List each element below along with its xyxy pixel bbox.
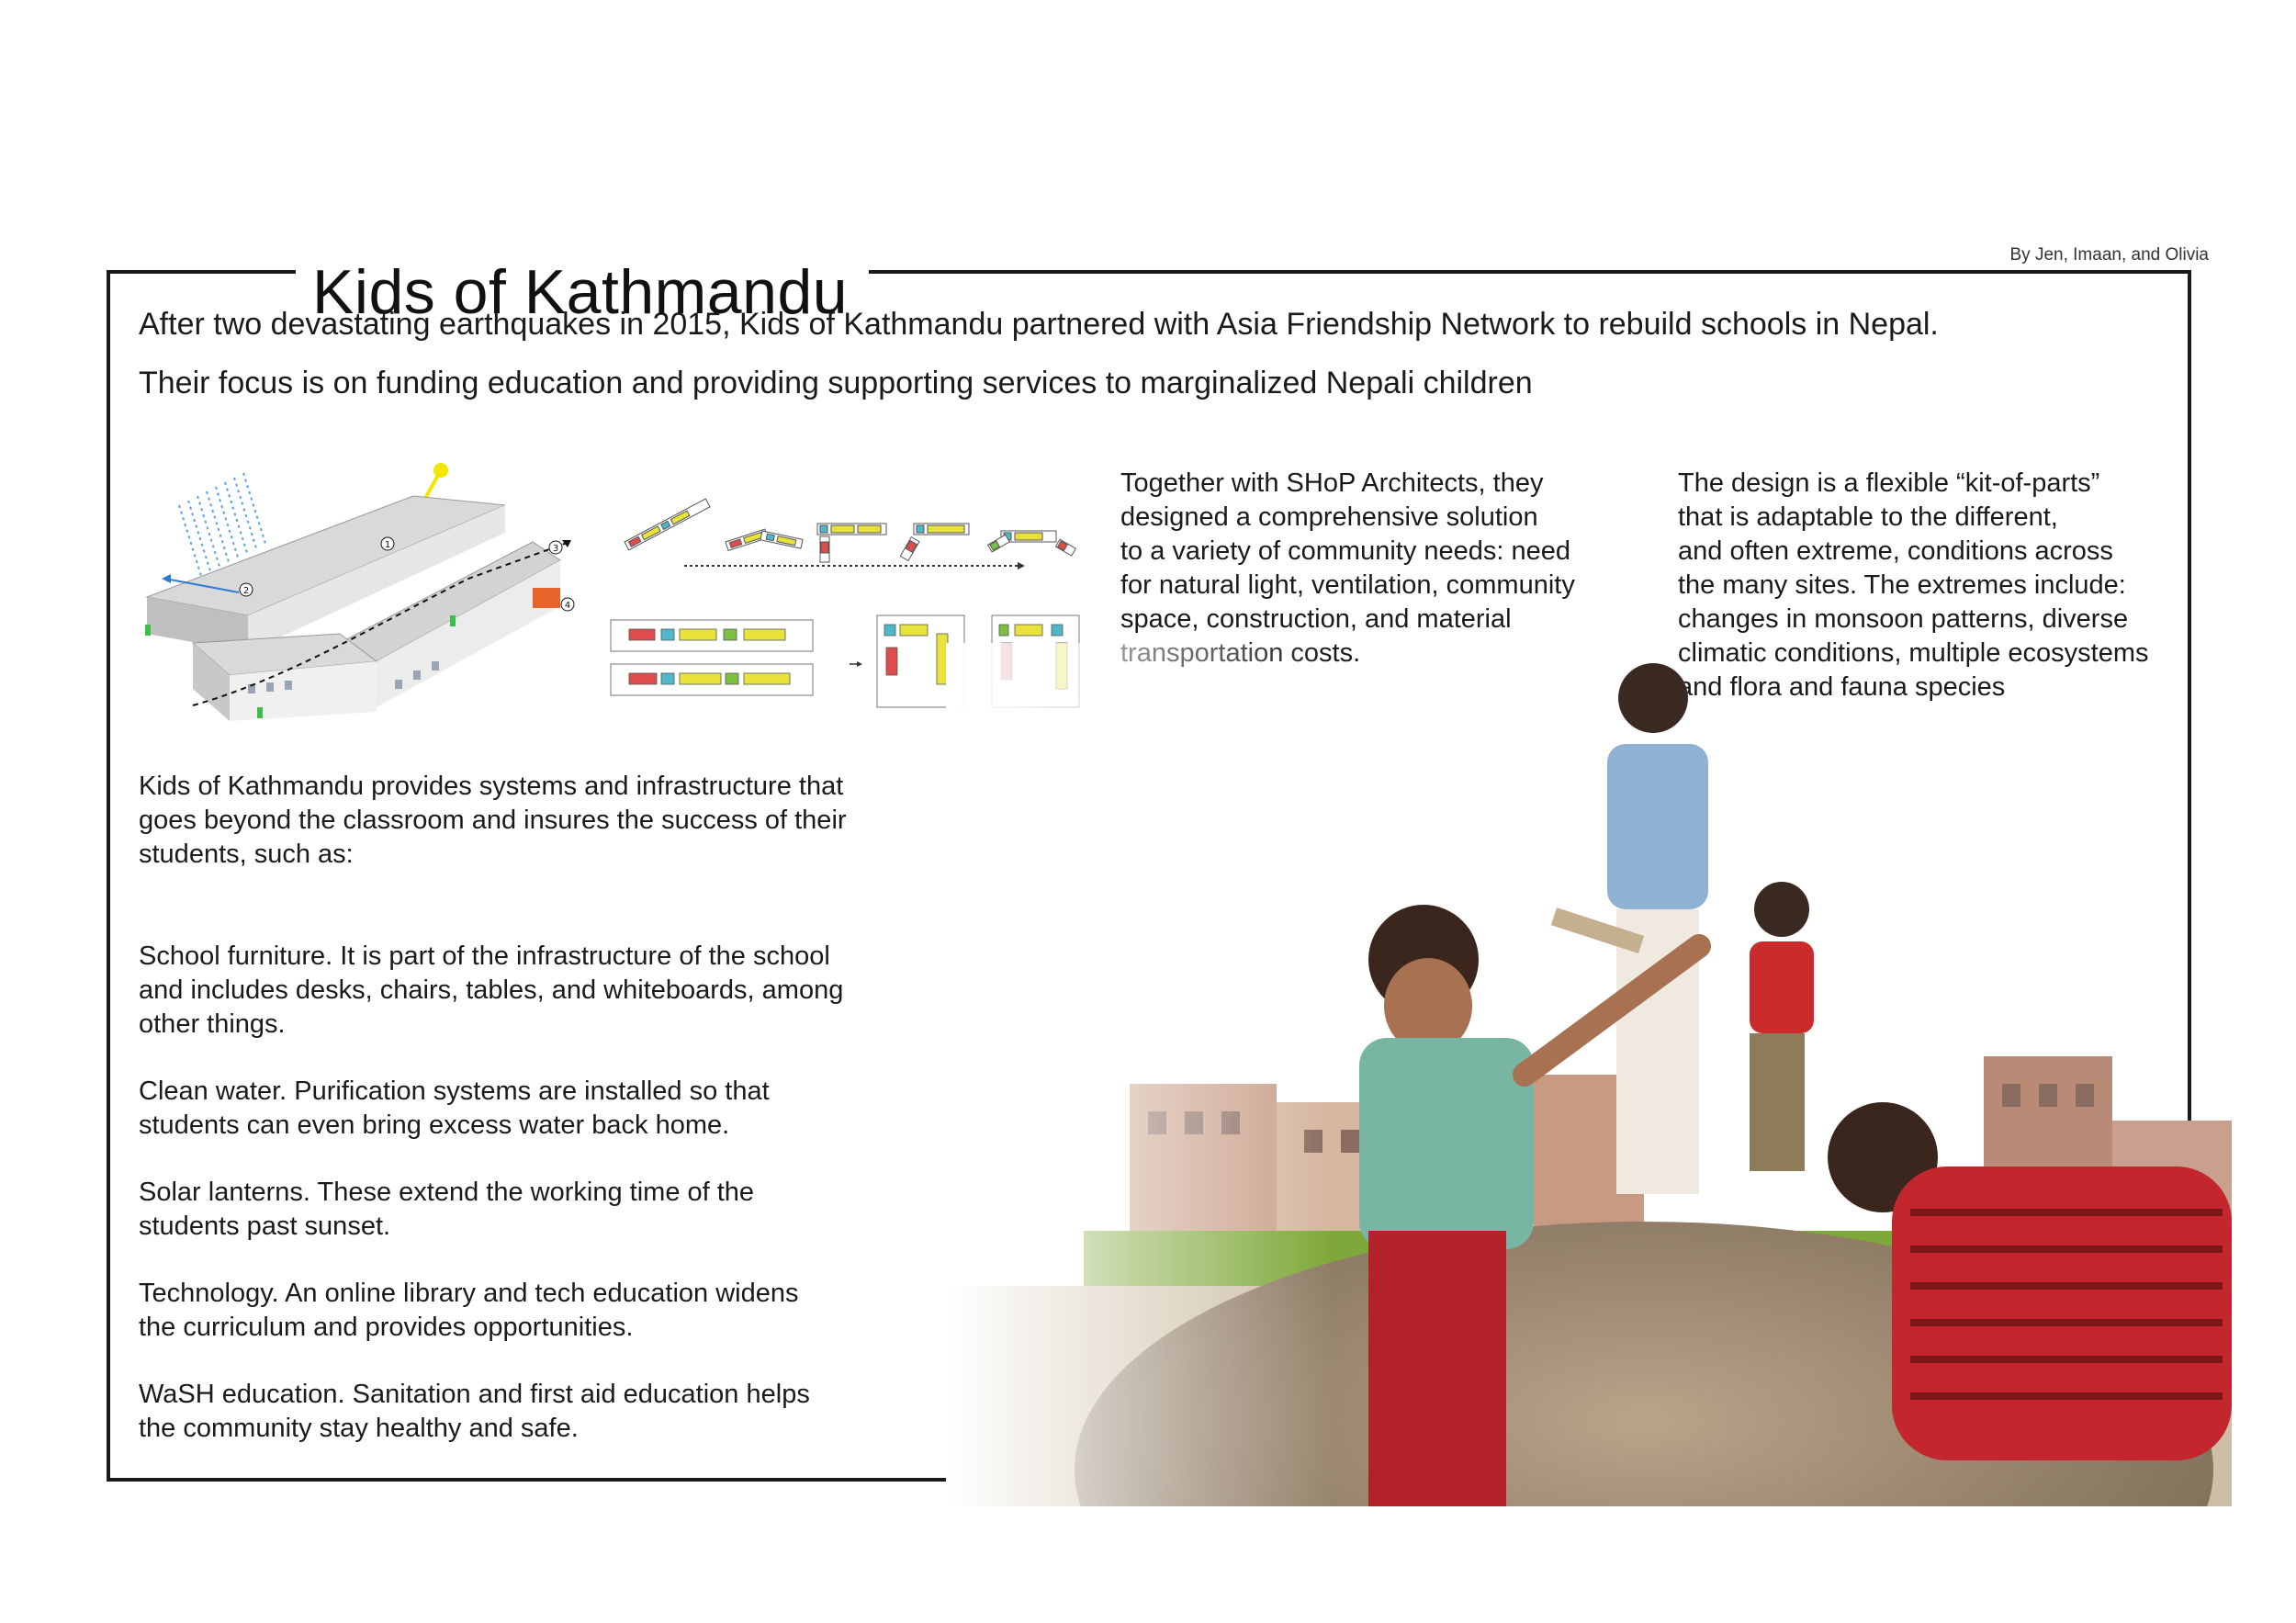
intro-line-1: After two devastating earthquakes in 2015, Kids of Kathmandu partnered with Asia Friendship Network to rebuild schools in Nepal.: [139, 307, 1939, 342]
school-axonometric-diagram: [138, 459, 597, 735]
shop-architects-text: Together with SHoP Architects, they designed a comprehensive solution to a variety of community needs: need for natural light, ventilation, community space, construction, and material: [1120, 468, 1575, 634]
module-configuration-diagram: [615, 487, 1093, 588]
list-item: WaSH education. Sanitation and first aid education helps the community stay healthy and safe.: [139, 1380, 810, 1443]
shop-architects-paragraph: [1120, 467, 1635, 671]
systems-intro-text: Kids of Kathmandu provides systems and infrastructure that goes beyond the classroom and insures the success of their students, such as:: [139, 772, 847, 869]
byline: By Jen, Imaan, and Olivia: [2009, 245, 2209, 265]
diagram-label-3: 3: [552, 544, 559, 554]
diagram-label-4: 4: [564, 601, 571, 611]
diagram-label-2: 2: [242, 586, 250, 596]
frame-top-left: [107, 270, 296, 274]
diagram-label-1: 1: [384, 540, 391, 550]
frame-top-right: [869, 270, 2191, 274]
list-item: Technology. An online library and tech education widens the curriculum and provides opportunities.: [139, 1279, 799, 1342]
orange-wall: [533, 588, 560, 608]
systems-list: [139, 940, 929, 1479]
list-item: School furniture. It is part of the infrastructure of the school and includes desks, chairs, tables, and whiteboards, among other things.: [139, 941, 844, 1039]
page-title: Kids of Kathmandu: [312, 256, 849, 327]
systems-intro-paragraph: [139, 770, 947, 872]
frame-left: [107, 270, 110, 1482]
list-item: Clean water. Purification systems are installed so that students can even bring excess water back home.: [139, 1076, 770, 1140]
intro-line-2: Their focus is on funding education and providing supporting services to marginalized Nepali children: [139, 366, 1533, 400]
kit-of-parts-text: The design is a flexible “kit-of-parts” that is adaptable to the different, and often extreme, conditions across the many sites. The extremes include: changes in monsoon patterns, diverse: [1678, 468, 2129, 634]
list-item: Solar lanterns. These extend the working time of the students past sunset.: [139, 1178, 755, 1241]
children-playing-photo: [946, 643, 2232, 1506]
